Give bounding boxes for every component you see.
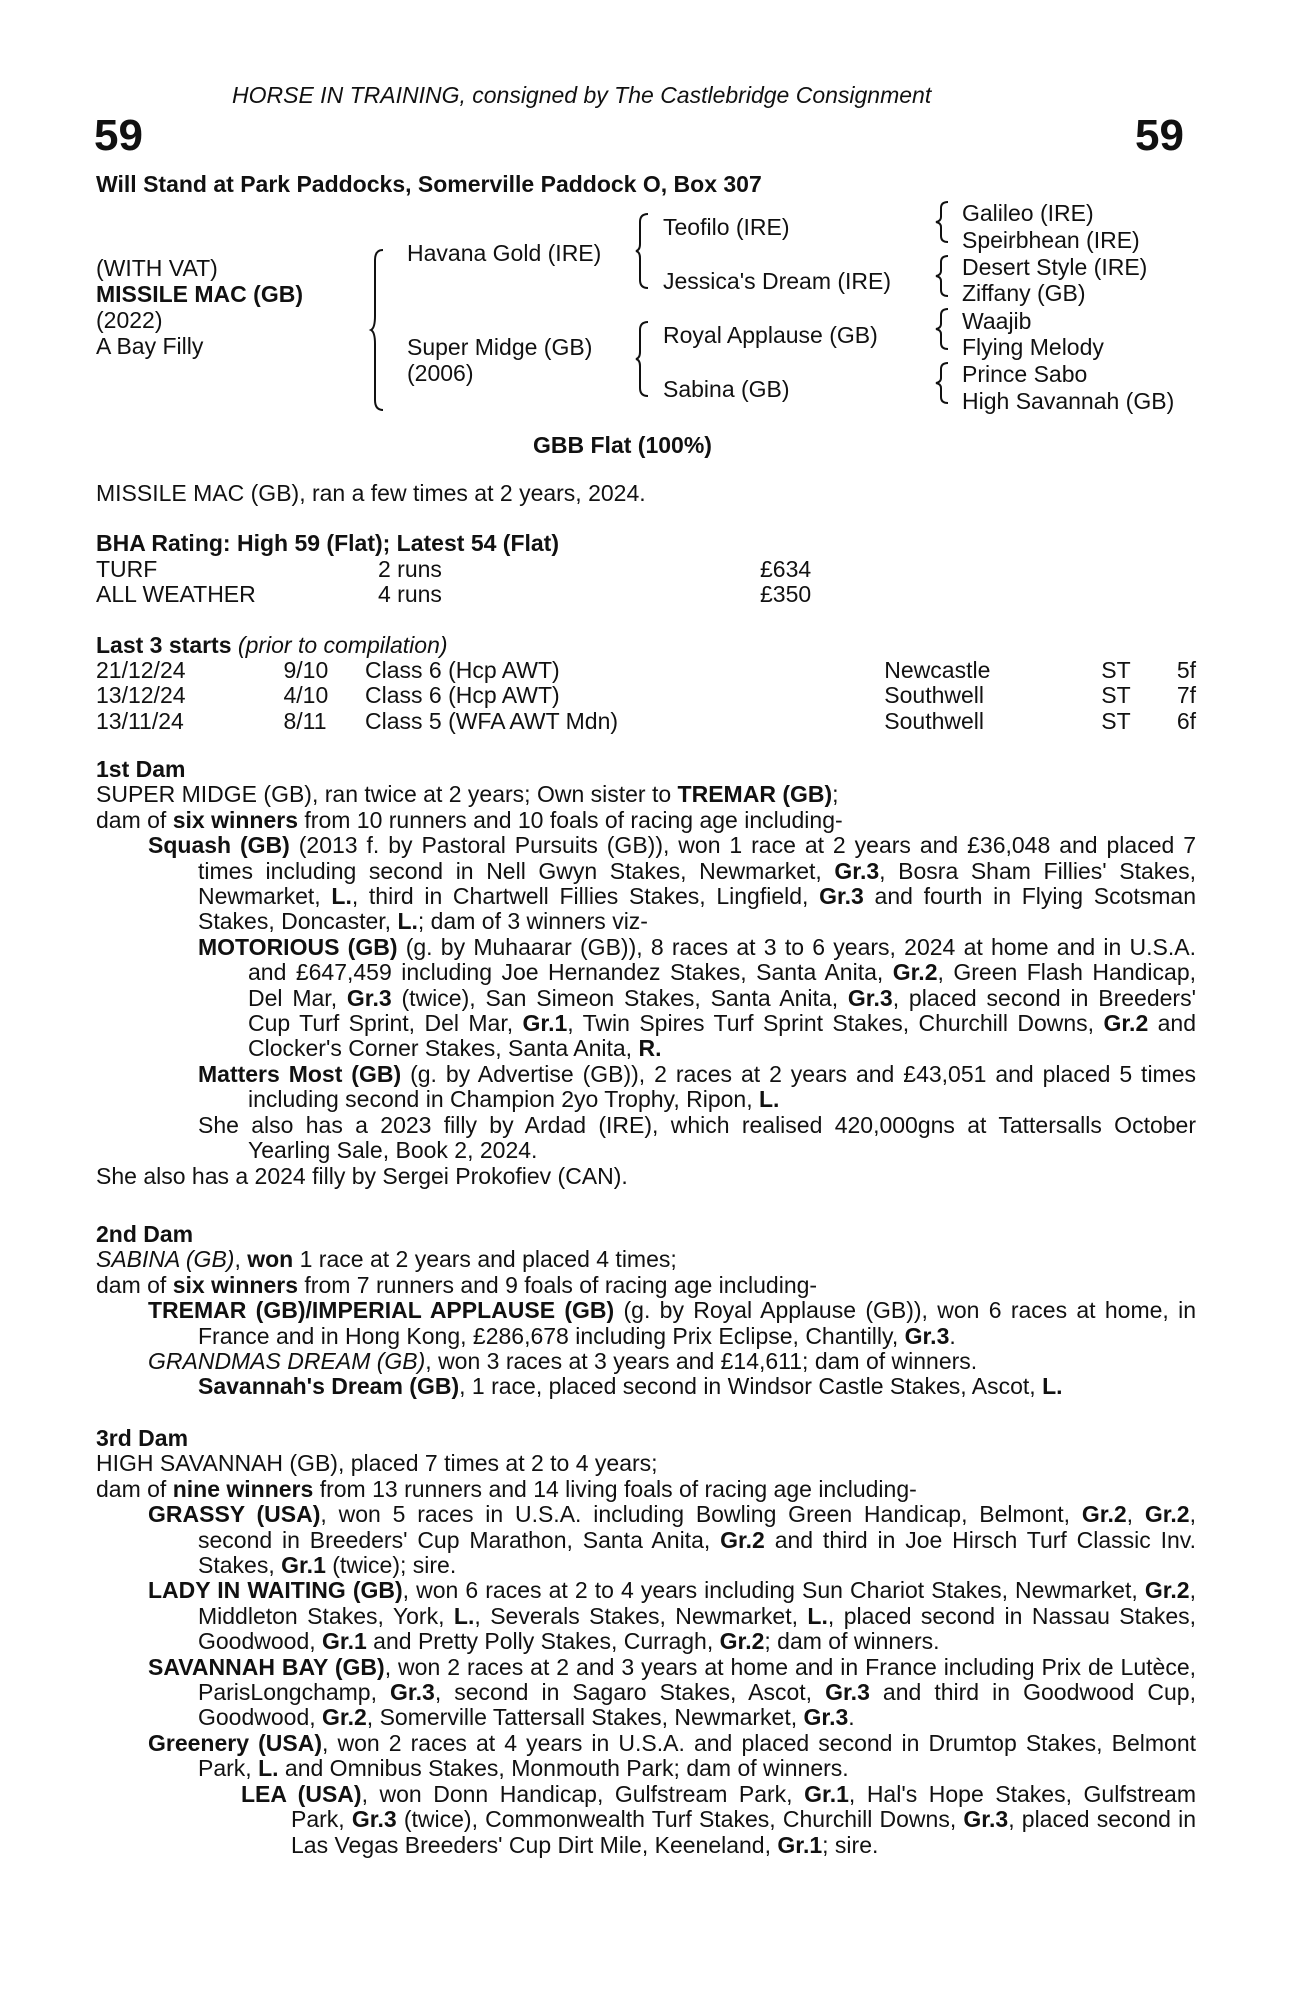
stable-location: Will Stand at Park Paddocks, Somerville Paddock O, Box 307	[96, 171, 762, 197]
start-distance: 6f	[1176, 707, 1197, 734]
first-dam-line2: dam of six winners from 10 runners and 10 foals of racing age including-	[96, 806, 843, 833]
pedigree-dss: Waajib	[962, 308, 1032, 334]
start-course: Newcastle	[884, 657, 991, 684]
pedigree-dam-sire: Royal Applause (GB)	[663, 322, 878, 348]
catalogue-header: HORSE IN TRAINING, consigned by The Castlebridge Consignment	[232, 82, 932, 108]
also-has-2023: She also has a 2023 filly by Ardad (IRE), which realised 420,000gns at Tattersalls October Yearling Sale, Book 2, 2024.	[198, 1111, 1196, 1164]
surface-label: ALL WEATHER	[96, 581, 256, 608]
second-dam-line1: SABINA (GB), won 1 race at 2 years and placed 4 times;	[96, 1246, 677, 1273]
start-position: 8/11	[283, 707, 327, 734]
start-position: 4/10	[283, 682, 329, 709]
progeny-entry-lea: LEA (USA), won Donn Handicap, Gulfstream Park, Gr.1, Hal's Hope Stakes, Gulfstream Park, Gr.3 (twice), Commonwealth Turf Stakes, Churchill Downs, Gr.3, placed second in Las Vegas Breeders' Cup Dirt Mile, Keeneland, Gr.1; sire.	[241, 1780, 1197, 1858]
progeny-entry-greenery: Greenery (USA), won 2 races at 4 years in U.S.A. and placed second in Drumtop Stakes, Belmont Park, L. and Omnibus Stakes, Monmouth Park; dam of winners.	[148, 1729, 1196, 1782]
start-position: 9/10	[283, 657, 329, 684]
pedigree-bracket-ss	[936, 202, 950, 242]
start-row	[96, 683, 1196, 708]
start-course: Southwell	[884, 707, 985, 734]
runs-count: 4 runs	[378, 581, 442, 608]
race-record	[96, 481, 1196, 734]
start-distance: 7f	[1176, 682, 1197, 709]
progeny-entry-matters-most: Matters Most (GB) (g. by Advertise (GB)), 2 races at 2 years and £43,051 and placed 5 times including second in Champion 2yo Trophy, Ripon, L.	[198, 1060, 1197, 1113]
start-going: ST	[1101, 707, 1131, 734]
second-dam-section	[96, 1222, 1196, 1400]
pedigree-sire-sire: Teofilo (IRE)	[663, 214, 790, 240]
first-dam-heading: 1st Dam	[96, 756, 186, 782]
earnings: £350	[760, 581, 812, 608]
pedigree-sdd: Ziffany (GB)	[962, 280, 1086, 306]
first-dam-line1: SUPER MIDGE (GB), ran twice at 2 years; Own sister to TREMAR (GB);	[96, 781, 839, 808]
surface-label: TURF	[96, 555, 158, 582]
pedigree-sds: Desert Style (IRE)	[962, 254, 1148, 280]
pedigree-bracket-sd	[936, 256, 950, 296]
start-distance: 5f	[1176, 657, 1197, 684]
start-race: Class 5 (WFA AWT Mdn)	[364, 707, 619, 734]
start-going: ST	[1101, 682, 1131, 709]
third-dam-line1: HIGH SAVANNAH (GB), placed 7 times at 2 to 4 years;	[96, 1450, 658, 1477]
bha-rating-heading: BHA Rating: High 59 (Flat); Latest 54 (Flat)	[96, 530, 559, 557]
start-going: ST	[1101, 657, 1131, 684]
second-dam-line2: dam of six winners from 7 runners and 9 foals of racing age including-	[96, 1271, 818, 1298]
first-dam-section	[96, 757, 1196, 1189]
last-starts-title: Last 3 starts	[96, 631, 232, 658]
lot-number-right: 59	[1135, 111, 1184, 160]
earnings: £634	[760, 555, 812, 582]
pedigree-bracket-dd	[936, 363, 950, 403]
progeny-entry-savannahs-dream: Savannah's Dream (GB), 1 race, placed second in Windsor Castle Stakes, Ascot, L.	[198, 1373, 1063, 1400]
start-course: Southwell	[884, 682, 985, 709]
progeny-entry-grandmas-dream: GRANDMAS DREAM (GB), won 3 races at 3 years and £14,611; dam of winners.	[148, 1348, 978, 1375]
also-has-2024: She also has a 2024 filly by Sergei Prokofiev (CAN).	[96, 1162, 628, 1189]
progeny-entry-grassy: GRASSY (USA), won 5 races in U.S.A. including Bowling Green Handicap, Belmont, Gr.2, Gr.2, second in Breeders' Cup Marathon, Santa Anita, Gr.2 and third in Joe Hirsch Turf Classic Inv. Stakes, Gr.1 (twice); sire.	[148, 1501, 1196, 1579]
progeny-entry-tremar: TREMAR (GB)/IMPERIAL APPLAUSE (GB) (g. by Royal Applause (GB)), won 6 races at home, in France and in Hong Kong, £286,678 including Prix Eclipse, Chantilly, Gr.3.	[148, 1297, 1196, 1349]
pedigree-bracket-ds	[936, 309, 950, 349]
third-dam-heading: 3rd Dam	[96, 1425, 189, 1451]
pedigree-dds: Prince Sabo	[962, 361, 1088, 387]
pedigree-ssd: Speirbhean (IRE)	[962, 227, 1140, 253]
pedigree-bracket-main	[371, 250, 385, 410]
progeny-entry-savannah-bay: SAVANNAH BAY (GB), won 2 races at 2 and 3 years at home and in France including Prix de Lutèce, ParisLongchamp, Gr.3, second in Sagaro Stakes, Ascot, Gr.3 and third in Goodwood Cup, Goodwood, Gr.2, Somerville Tattersall Stakes, Newmarket, Gr.3.	[148, 1653, 1196, 1731]
last-starts-heading	[96, 633, 1196, 658]
horse-description: A Bay Filly	[96, 333, 204, 359]
vat-note: (WITH VAT)	[96, 255, 218, 281]
foaling-year: (2022)	[96, 307, 163, 333]
progeny-entry-lady-in-waiting: LADY IN WAITING (GB), won 6 races at 2 to 4 years including Sun Chariot Stakes, Newmarket, Gr.2, Middleton Stakes, York, L., Severals Stakes, Newmarket, L., placed second in Nassau Stakes, Goodwood, Gr.1 and Pretty Polly Stakes, Curragh, Gr.2; dam of winners.	[148, 1577, 1197, 1655]
start-date: 13/11/24	[96, 707, 184, 734]
pedigree-bracket-dam	[636, 322, 650, 396]
start-date: 13/12/24	[96, 682, 186, 709]
horse-name: MISSILE MAC (GB)	[96, 281, 303, 307]
pedigree-sss: Galileo (IRE)	[962, 200, 1094, 226]
second-dam-heading: 2nd Dam	[96, 1221, 194, 1247]
gbb-status: GBB Flat (100%)	[533, 432, 712, 458]
progeny-entry-squash: Squash (GB) (2013 f. by Pastoral Pursuits (GB)), won 1 race at 2 years and £36,048 and placed 7 times including second in Nell Gwyn Stakes, Newmarket, Gr.3, Bosra Sham Fillies' Stakes, Newmarket, L., third in Chartwell Fillies Stakes, Lingfield, Gr.3 and fourth in Flying Scotsman Stakes, Doncaster, L.; dam of 3 winners viz-	[148, 832, 1197, 935]
start-race: Class 6 (Hcp AWT)	[364, 682, 560, 709]
start-date: 21/12/24	[96, 657, 186, 684]
last-starts-note: (prior to compilation)	[237, 631, 448, 658]
start-race: Class 6 (Hcp AWT)	[364, 657, 560, 684]
pedigree-bracket-sire	[636, 214, 650, 288]
pedigree-sire-dam: Jessica's Dream (IRE)	[663, 268, 892, 294]
start-row	[96, 658, 1196, 683]
pedigree-dam-year: (2006)	[407, 360, 474, 386]
third-dam-line2: dam of nine winners from 13 runners and 14 living foals of racing age including-	[96, 1475, 917, 1502]
pedigree-dam-dam: Sabina (GB)	[663, 376, 790, 402]
progeny-entry-motorious: MOTORIOUS (GB) (g. by Muhaarar (GB)), 8 races at 3 to 6 years, 2024 at home and in U.S.A. and £647,459 including Joe Hernandez Stakes, Santa Anita, Gr.2, Green Flash Handicap, Del Mar, Gr.3 (twice), San Simeon Stakes, Santa Anita, Gr.3, placed second in Breeders' Cup Turf Sprint, Del Mar, Gr.1, Twin Spires Turf Sprint Stakes, Churchill Downs, Gr.2 and Clocker's Corner Stakes, Santa Anita, R.	[198, 933, 1197, 1062]
rating-row-all-weather	[96, 582, 1196, 607]
pedigree-dam: Super Midge (GB)	[407, 334, 593, 360]
rating-row-turf	[96, 557, 1196, 582]
start-row	[96, 709, 1196, 734]
lot-number-left: 59	[94, 111, 143, 160]
pedigree-ddd: High Savannah (GB)	[962, 388, 1175, 414]
third-dam-section	[96, 1426, 1196, 1858]
runs-count: 2 runs	[378, 555, 442, 582]
pedigree-sire: Havana Gold (IRE)	[407, 240, 602, 266]
pedigree-dsd: Flying Melody	[962, 334, 1104, 360]
performance-summary: MISSILE MAC (GB), ran a few times at 2 years, 2024.	[96, 480, 646, 506]
